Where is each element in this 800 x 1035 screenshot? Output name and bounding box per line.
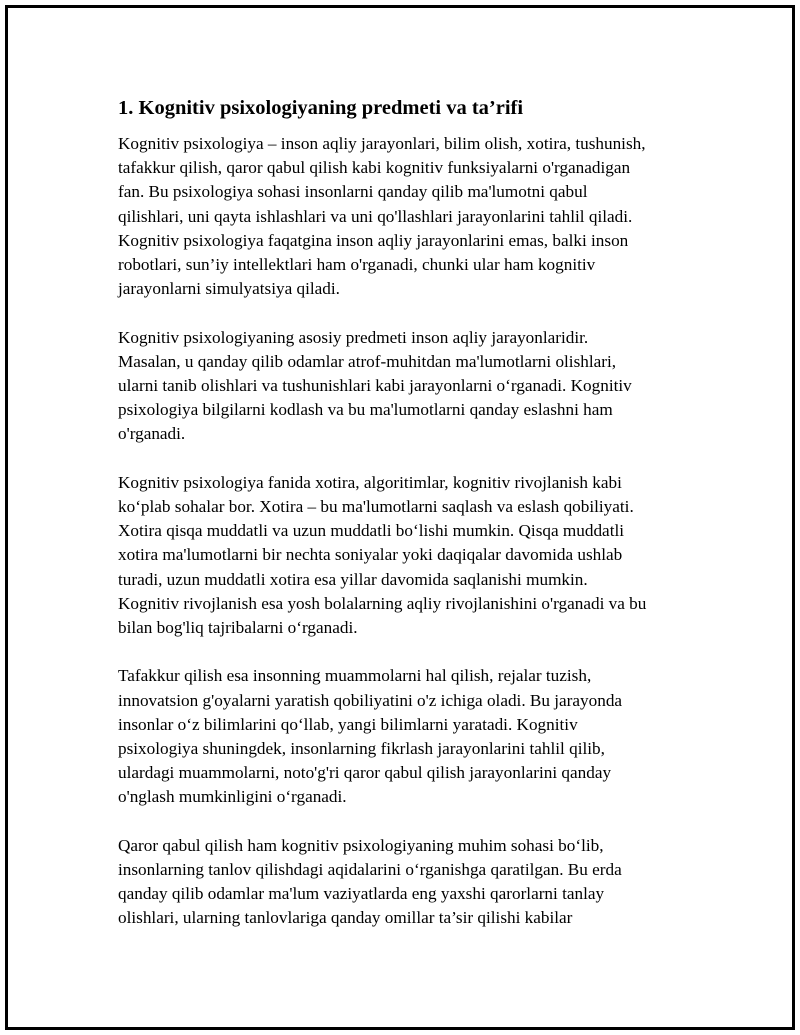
- text-line: ko‘plab sohalar bor. Xotira – bu ma'lumotlarni saqlash va eslash qobiliyati.: [118, 497, 634, 517]
- text-line: Kognitiv psixologiyaning asosiy predmeti inson aqliy jarayonlaridir.: [118, 327, 589, 347]
- text-line: Kognitiv rivojlanish esa yosh bolalarning aqliy rivojlanishini o'rganadi va bu: [118, 593, 647, 613]
- text-line: olishlari, ularning tanlovlariga qanday omillar ta’sir qilishi kabilar: [118, 908, 573, 928]
- section-heading: 1. Kognitiv psixologiyaning predmeti va ta’rifi: [118, 97, 524, 119]
- text-line: turadi, uzun muddatli xotira esa yillar davomida saqlanishi mumkin.: [118, 569, 588, 589]
- text-line: psixologiya shuningdek, insonlarning fikrlash jarayonlarini tahlil qilib,: [118, 739, 605, 759]
- text-line: o'rganadi.: [118, 424, 186, 444]
- text-line: ulardagi muammolarni, noto'g'ri qaror qabul qilish jarayonlarini qanday: [118, 763, 612, 783]
- text-line: insonlarning tanlov qilishdagi aqidalarini o‘rganishga qaratilgan. Bu erda: [118, 860, 622, 880]
- text-line: innovatsion g'oyalarni yaratish qobiliyatini o'z ichiga oladi. Bu jarayonda: [118, 690, 623, 710]
- text-line: ularni tanib olishlari va tushunishlari kabi jarayonlarni o‘rganadi. Kognitiv: [118, 376, 632, 396]
- text-line: qanday qilib odamlar ma'lum vaziyatlarda eng yaxshi qarorlarni tanlay: [118, 884, 605, 904]
- text-line: Tafakkur qilish esa insonning muammolarni hal qilish, rejalar tuzish,: [118, 666, 592, 686]
- text-line: robotlari, sun’iy intellektlari ham o'rganadi, chunki ular ham kognitiv: [118, 255, 596, 275]
- text-line: tafakkur qilish, qaror qabul qilish kabi kognitiv funksiyalarni o'rganadigan: [118, 158, 631, 178]
- paragraph-4: [118, 664, 698, 809]
- text-line: o'nglash mumkinligini o‘rganadi.: [118, 787, 347, 807]
- text-line: Kognitiv psixologiya faqatgina inson aqliy jarayonlarini emas, balki inson: [118, 230, 629, 250]
- text-line: psixologiya bilgilarni kodlash va bu ma'lumotlarni qanday eslashni ham: [118, 400, 613, 420]
- text-line: bilan bog'liq tajribalarni o‘rganadi.: [118, 618, 358, 638]
- document-body: [118, 94, 698, 955]
- text-line: Qaror qabul qilish ham kognitiv psixologiyaning muhim sohasi bo‘lib,: [118, 835, 604, 855]
- text-line: Masalan, u qanday qilib odamlar atrof-muhitdan ma'lumotlarni olishlari,: [118, 351, 617, 371]
- text-line: Xotira qisqa muddatli va uzun muddatli bo‘lishi mumkin. Qisqa muddatli: [118, 521, 625, 541]
- text-line: xotira ma'lumotlarni bir nechta soniyalar yoki daqiqalar davomida ushlab: [118, 545, 623, 565]
- text-line: Kognitiv psixologiya fanida xotira, algoritimlar, kognitiv rivojlanish kabi: [118, 472, 622, 492]
- paragraphs-container: [118, 132, 698, 931]
- text-line: insonlar o‘z bilimlarini qo‘llab, yangi bilimlarni yaratadi. Kognitiv: [118, 714, 578, 734]
- paragraph-1: [118, 132, 698, 301]
- text-line: Kognitiv psixologiya – inson aqliy jarayonlari, bilim olish, xotira, tushunish,: [118, 134, 646, 153]
- text-line: qilishlari, uni qayta ishlashlari va uni qo'llashlari jarayonlarini tahlil qiladi.: [118, 206, 633, 226]
- text-line: fan. Bu psixologiya sohasi insonlarni qanday qilib ma'lumotni qabul: [118, 182, 588, 202]
- paragraph-2: [118, 326, 698, 447]
- paragraph-3: [118, 471, 698, 640]
- text-line: jarayonlarni simulyatsiya qiladi.: [118, 279, 340, 299]
- paragraph-5: [118, 834, 698, 931]
